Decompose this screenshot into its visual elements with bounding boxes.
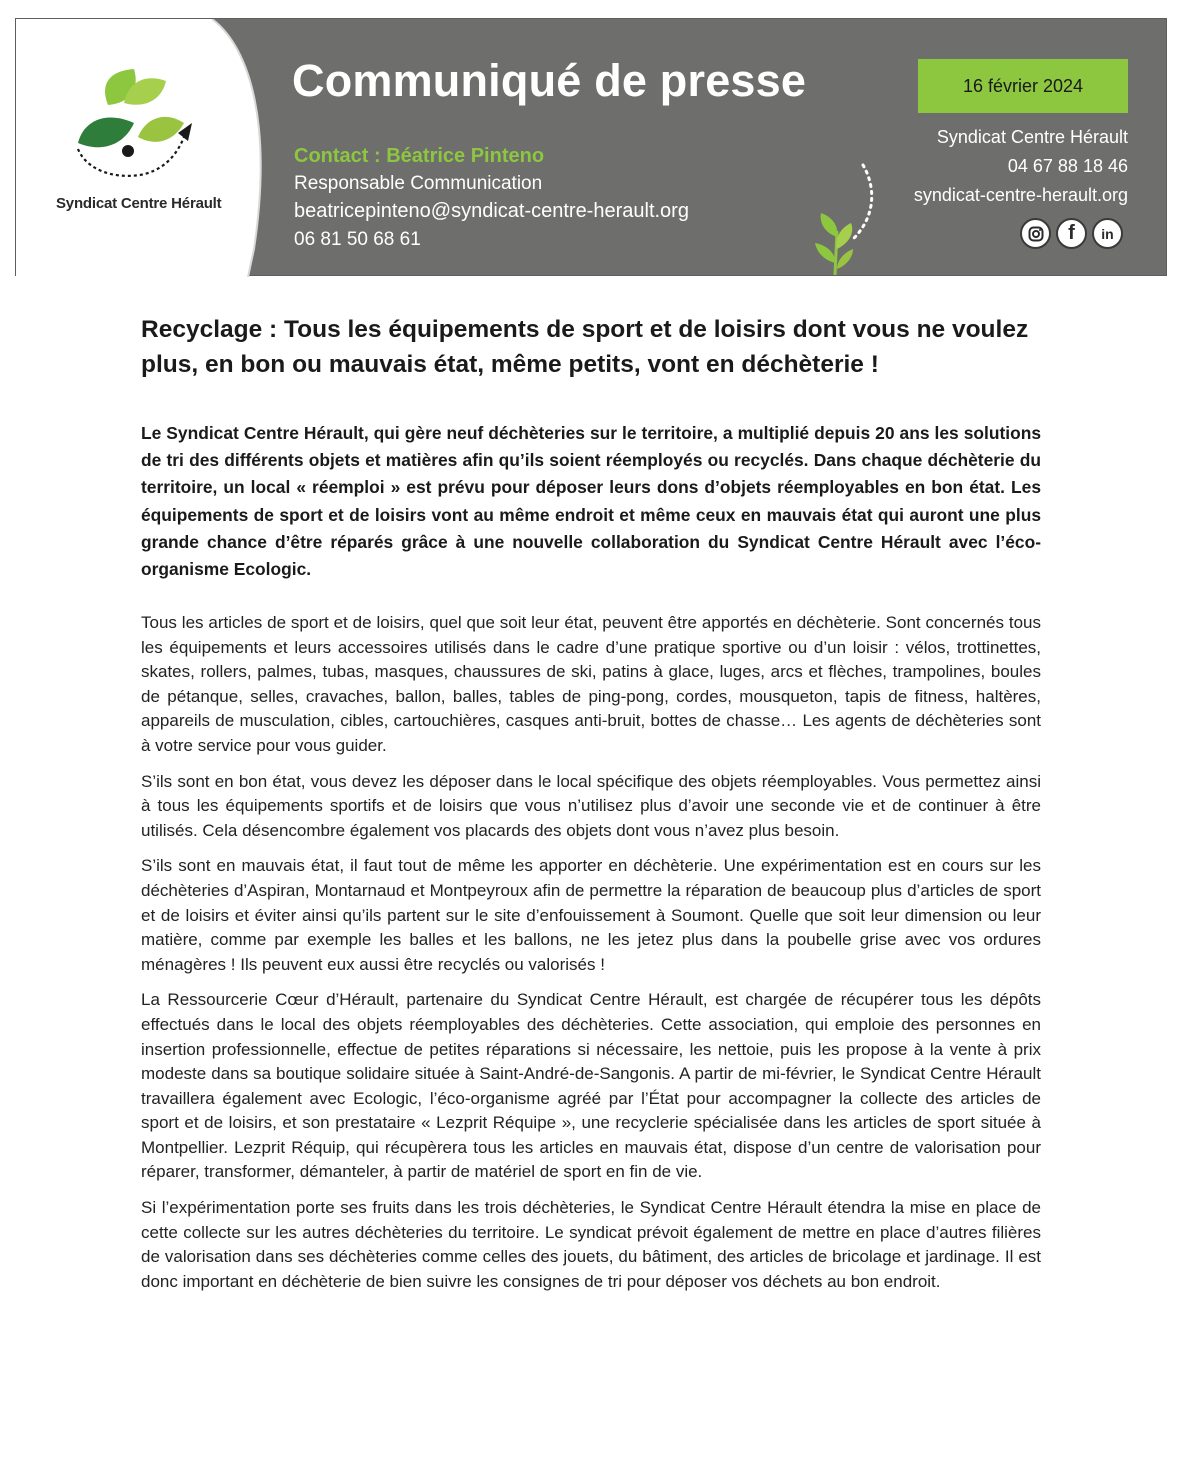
contact-name: Contact : Béatrice Pinteno [294,145,545,167]
article-paragraph: Si l’expérimentation porte ses fruits dans les trois déchèteries, le Syndicat Centre Hérault étendra la mise en place de cette collecte sur les autres déchèteries du territoire. Le syndicat prévoit également de mettre en place d’autres filières de valorisation dans ses déchèteries comme celles des jouets, du bâtiment, des articles de bricolage et jardinage. Il est donc important en déchèterie de bien suivre les consignes de tri pour déposer vos déchets au bon endroit. [141,1198,1041,1291]
press-header-banner [15,18,1167,276]
facebook-icon[interactable]: f [1056,218,1087,249]
article-paragraph: S’ils sont en bon état, vous devez les déposer dans le local spécifique des objets réemployables. Vous permettez ainsi à tous les équipements sportifs et de loisirs que vous n’utilisez plus d’avoir une seconde vie et de continuer à être utilisés. Cela désencombre également vos placards des objets dont vous n’avez plus besoin. [141,771,1041,840]
page-title: Communiqué de presse [292,55,807,106]
organization-website-link[interactable]: syndicat-centre-herault.org [913,185,1128,205]
logo-panel [16,19,284,277]
article-paragraph: S’ils sont en mauvais état, il faut tout de même les apporter en déchèterie. Une expérimentation est en cours sur les déchèteries d’Aspiran, Montarnaud et Montpeyroux afin de permettre la réparation de beaucoup plus d’articles de sport et de loisirs et éviter ainsi qu’ils partent sur le site d’enfouissement à Soumont. Quelle que soit leur dimension ou leur matière, comme par exemple les balles et les ballons, ne les jetez plus dans la poubelle grise avec vos ordures ménagères ! Ils peuvent eux aussi être recyclés ou valorisés ! [141,856,1041,974]
organization-name: Syndicat Centre Hérault [936,127,1128,147]
article-lead-paragraph: Le Syndicat Centre Hérault, qui gère neuf déchèteries sur le territoire, a multiplié depuis 20 ans les solutions de tri des différents objets et matières afin qu’ils soient réemployés ou recyclés. Dans chaque déchèterie du territoire, un local « réemploi » est prévu pour déposer leurs dons d’objets réemployables en bon état. Les équipements de sport et de loisirs vont au même endroit et même ceux en mauvais état qui auront une plus grande chance d’être réparés grâce à une nouvelle collaboration du Syndicat Centre Hérault avec l’éco-organisme Ecologic. [141,423,1041,580]
article-paragraph: La Ressourcerie Cœur d’Hérault, partenaire du Syndicat Centre Hérault, est chargée de récupérer tous les dépôts effectués dans le local des objets réemployables des déchèteries. Cette association, qui emploie des personnes en insertion professionnelle, effectue de petites réparations si nécessaire, les nettoie, puis les propose à la vente à prix modeste dans sa boutique solidaire située à Saint-André-de-Sangonis. A partir de mi-février, le Syndicat Centre Hérault travaillera également avec Ecologic, l’éco-organisme agréé par l’État pour accompagner la collecte des articles de sport et de loisirs, et son prestataire « Lezprit Réquipe », une recyclerie spécialisée dans les articles de sport située à Montpellier. Lezprit Réquip, qui récupèrera tous les articles en mauvais état, dispose d’un centre de valorisation pour réparer, transformer, démanteler, à partir de matériel de sport en fin de vie. [141,990,1041,1182]
contact-phone: 06 81 50 68 61 [294,229,421,250]
contact-role: Responsable Communication [294,173,543,194]
linkedin-icon[interactable]: in [1092,218,1123,249]
release-date-badge: 16 février 2024 [918,59,1128,113]
article-paragraph: Tous les articles de sport et de loisirs, quel que soit leur état, peuvent être apportés en déchèterie. Sont concernés tous les équipements et leurs accessoires utilisés dans le cadre d’une pratique sportive ou d’un loisir : vélos, trottinettes, skates, rollers, palmes, tubas, masques, chaussures de ski, patins à glace, luges, arcs et flèches, trampolines, boules de pétanque, selles, cravaches, ballon, balles, tables de ping-pong, cordes, mousqueton, tapis de fitness, haltères, appareils de musculation, cibles, cartouchières, casques anti-bruit, bottes de chasse… Les agents de déchèteries sont à votre service pour vous guider. [141,613,1041,755]
contact-email-link[interactable]: beatricepinteno@syndicat-centre-herault.org [294,200,689,222]
article-headline: Recyclage : Tous les équipements de sport et de loisirs dont vous ne voulez plus, en bon ou mauvais état, même petits, vont en déchèterie ! [141,316,1029,378]
article-body [141,611,1041,1305]
logo-wordmark: Syndicat Centre Hérault [56,195,222,212]
social-links [1020,218,1123,249]
sprout-icon [801,159,881,279]
organization-phone: 04 67 88 18 46 [1007,156,1128,176]
instagram-icon[interactable] [1020,218,1051,249]
syndicat-logo-icon [16,19,284,277]
